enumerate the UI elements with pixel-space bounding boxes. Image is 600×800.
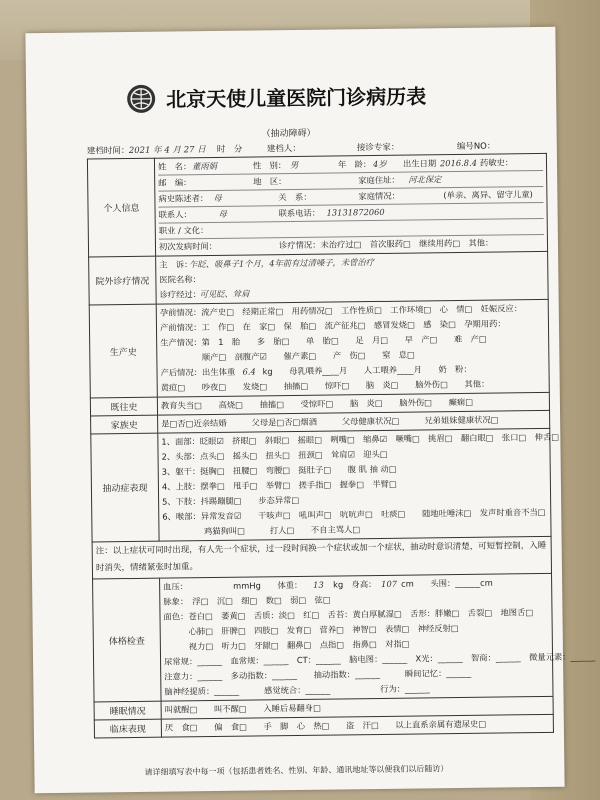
contact-label: 联系人： <box>158 209 192 220</box>
height-value[interactable]: 107 <box>381 578 398 589</box>
form-subtitle: （抽动障碍） <box>261 128 316 140</box>
hospital-logo-icon <box>126 84 156 114</box>
contact-value[interactable]: 母 <box>218 208 227 219</box>
section-past: 既往史 <box>90 397 157 416</box>
name-value[interactable]: 董雨娟 <box>191 160 217 172</box>
tic-torso-line: 3、躯干：挺胸□ 扭腰□ 弯腰□ 挺肚子□ 腹 肌 抽 动□ <box>161 463 397 477</box>
pulse-line: 脉象： 浮□ 沉□ 细□ 数□ 弱□ 弦□ <box>163 594 331 607</box>
section-exam: 体格检查 <box>93 578 161 702</box>
allergy-label: 药敏史： <box>479 157 514 168</box>
address-value[interactable]: 河北保定 <box>408 174 442 185</box>
address-label: 家庭住址： <box>358 174 400 186</box>
footer-note: 请详细填写表中每一项（包括患者姓名、性别、年龄、通讯地址等以便我们以后随访） <box>144 764 449 777</box>
tic-throat-line: 6、喉部：异常发音☑ 干咳声□ 吼叫声□ 吭吭声□ 吐痰□ 随地吐唾沫□ 发声时重音不当□ <box>162 506 546 522</box>
exam-body <box>160 573 596 701</box>
labs-line: 尿常规：______ 血常规：______ CT：______ 脑电图：______ X光：______ 智商：______ 微量元素：______ <box>164 651 596 667</box>
section-birth: 生产史 <box>89 304 157 398</box>
birth-body <box>156 299 549 397</box>
personal-body <box>154 153 547 256</box>
section-sleep: 睡眠情况 <box>94 701 161 720</box>
builder-label: 建档人： <box>266 143 301 155</box>
gender-value[interactable]: 男 <box>289 159 299 171</box>
build-date-value[interactable]: 2021 年 4 月 27 日 <box>128 145 206 157</box>
narrator-value[interactable]: 母 <box>213 192 222 203</box>
outside-body <box>156 251 549 304</box>
senses-line: 视力□ 听力□ 牙龈□ 翻鼻□ 点指□ 指鼻□ 对指□ <box>163 638 410 652</box>
number-label: 编号NO： <box>456 141 496 153</box>
prepregnancy-line: 孕前情况：流产史□ 经期正常□ 用药情况□ 工作性质□ 工作环境□ 心 情□ 妊娠反应： <box>159 303 523 318</box>
age-value[interactable]: 4岁 <box>372 158 387 170</box>
section-family: 家族史 <box>91 415 158 434</box>
feeding-info: kg 母乳喂养____月 人工喂养____月 奶 粉： <box>262 363 472 377</box>
bp-label: 血压： <box>163 581 189 592</box>
weight-value[interactable]: 13 <box>313 579 324 590</box>
section-outside: 院外诊疗情况 <box>89 256 157 305</box>
tic-throat-line-2: 鸡猫狗叫□ 打人□ 不自主骂人□ <box>162 524 361 537</box>
phone-value[interactable]: 13131872060 <box>326 206 385 218</box>
organs-line: 心肺□ 肝脾□ 四肢□ 发育□ 营养□ 神智□ 表情□ 神经反射□ <box>163 623 459 637</box>
family-label: 家庭情况： <box>358 190 400 202</box>
height-label: kg 身高： <box>333 579 377 590</box>
attention-line: 注意力：______ 多动指数：______ 抽动指数：______ 瞬间记忆：______ <box>164 667 472 682</box>
page-title: 北京天使儿童医院门诊病历表 <box>166 84 427 112</box>
tic-lower-limb-line: 5、下肢：抖踢蹦腿□ 步态异常□ <box>162 494 300 507</box>
clinical-line: 厌 食□ 偏 食□ 手 脚 心 热□ 盗 汗□ 以上直系亲属有遗尿史□ <box>164 718 487 733</box>
postcode-label: 邮 编： <box>158 177 192 188</box>
note-paragraph: 注：以上症状可同时出现，有人先一个症状，过一段时间换一个症状或加一个症状，抽动时意识清楚，可短暂控制，入睡时消失，情绪紧张时加重。 <box>92 536 551 579</box>
neonatal-line: 黄疸□ 吵夜□ 发烧□ 抽搐□ 惊吓□ 脑 炎□ 脑外伤□ 其他： <box>160 378 490 393</box>
birth-date-label: 出生日期 <box>402 158 437 169</box>
birth-weight-label: 产后情况：出生体重 <box>160 366 236 378</box>
family-options: (单亲、离异、留守儿童) <box>443 189 533 201</box>
birth-weight-value[interactable]: 6.4 <box>242 366 256 377</box>
hospital-name-line: 医院名称： <box>159 274 201 285</box>
head-circumference: cm 头围：______cm <box>401 577 493 589</box>
time-label: 时 分 <box>216 144 243 155</box>
gender-label: 性 别： <box>252 160 287 171</box>
past-line: 教育失当□ 高烧□ 抽搐□ 受惊吓□ 脑 炎□ 脑外伤□ 癫痫□ <box>160 396 474 411</box>
birth-date-value[interactable]: 2016.8.4 <box>439 157 478 169</box>
weight-label: mmHg 体重： <box>233 579 303 591</box>
complaint-label: 主 诉： <box>159 259 193 270</box>
age-label: 年 龄： <box>337 159 372 170</box>
process-label: 诊疗经过： <box>159 289 202 300</box>
record-form <box>87 153 596 739</box>
delivery-type-line: 顺产□ 剖腹产☑ 催产素□ 产 伤□ 窒 息□ <box>160 349 415 363</box>
sleep-line: 叫就醒□ 叫不醒□ 入睡后易翻身□ <box>164 702 321 715</box>
prenatal-line: 产前情况：工 作□ 在 家□ 保 胎□ 流产征兆□ 感冒发烧□ 感 染□ 孕期用药： <box>159 318 506 333</box>
tic-head-line: 2、头部：点头□ 摇头□ 扭头□ 扭颈□ 耸肩☑ 迎头□ <box>161 448 388 462</box>
specialist-label: 接诊专家： <box>356 142 400 154</box>
narrator-label: 病史陈述者： <box>158 193 209 204</box>
family-line: 是□否□近亲结婚 父母是□否□烟酒 父母健康状况□ 兄弟姐妹健康状况□ <box>161 414 499 429</box>
paper-sheet <box>25 27 596 793</box>
header <box>26 75 557 127</box>
section-tic: 抽动症表现 <box>91 433 159 542</box>
neuro-line: 脑神经提质：______ 感觉统合：______ 行为：______ <box>164 683 430 697</box>
region-label: 地 区： <box>253 176 287 187</box>
complexion-line: 面色：苍白□ 萎黄□ 舌质：淡□ 红□ 舌苔：黄白厚腻湿□ 舌形：胖嫩□ 舌裂□ 地图舌□ <box>163 607 534 622</box>
tic-face-line: 1、面部：眨眼☑ 挤眼□ 斜眼□ 摇眼□ 咧嘴□ 缩鼻☑ 噘嘴□ 挑眉□ 翻白眼□ 张口□ 伸舌□ <box>161 431 560 447</box>
section-personal: 个人信息 <box>87 158 155 257</box>
build-date-label: 建档时间： <box>86 146 130 157</box>
complaint-value[interactable]: 乍眨、吸鼻子1个月，4年前有过清嗓子，未曾治疗 <box>189 257 375 270</box>
phone-label: 联系电话： <box>278 207 321 219</box>
name-label: 姓 名： <box>157 161 192 172</box>
section-clinical: 临床表现 <box>94 719 161 738</box>
delivery-line: 生产情况：第 1 胎 多 胎□ 单 胎□ 足 月□ 早 产□ 难 产□ <box>160 333 487 348</box>
process-value[interactable]: 可见眨、耸肩 <box>199 288 250 300</box>
relation-label: 关 系： <box>278 191 312 203</box>
occupation-label: 职业 / 文化： <box>158 225 209 236</box>
onset-label: 初次发病时间： <box>158 240 218 252</box>
tic-upper-limb-line: 4、上肢：摆拳□ 甩手□ 举臂□ 搓手指□ 握拳□ 半臂□ <box>161 478 397 492</box>
treatment-status: 诊疗情况：未治疗过□ 首次服药□ 继续用药□ 其他： <box>278 237 494 251</box>
tic-body <box>158 428 560 541</box>
